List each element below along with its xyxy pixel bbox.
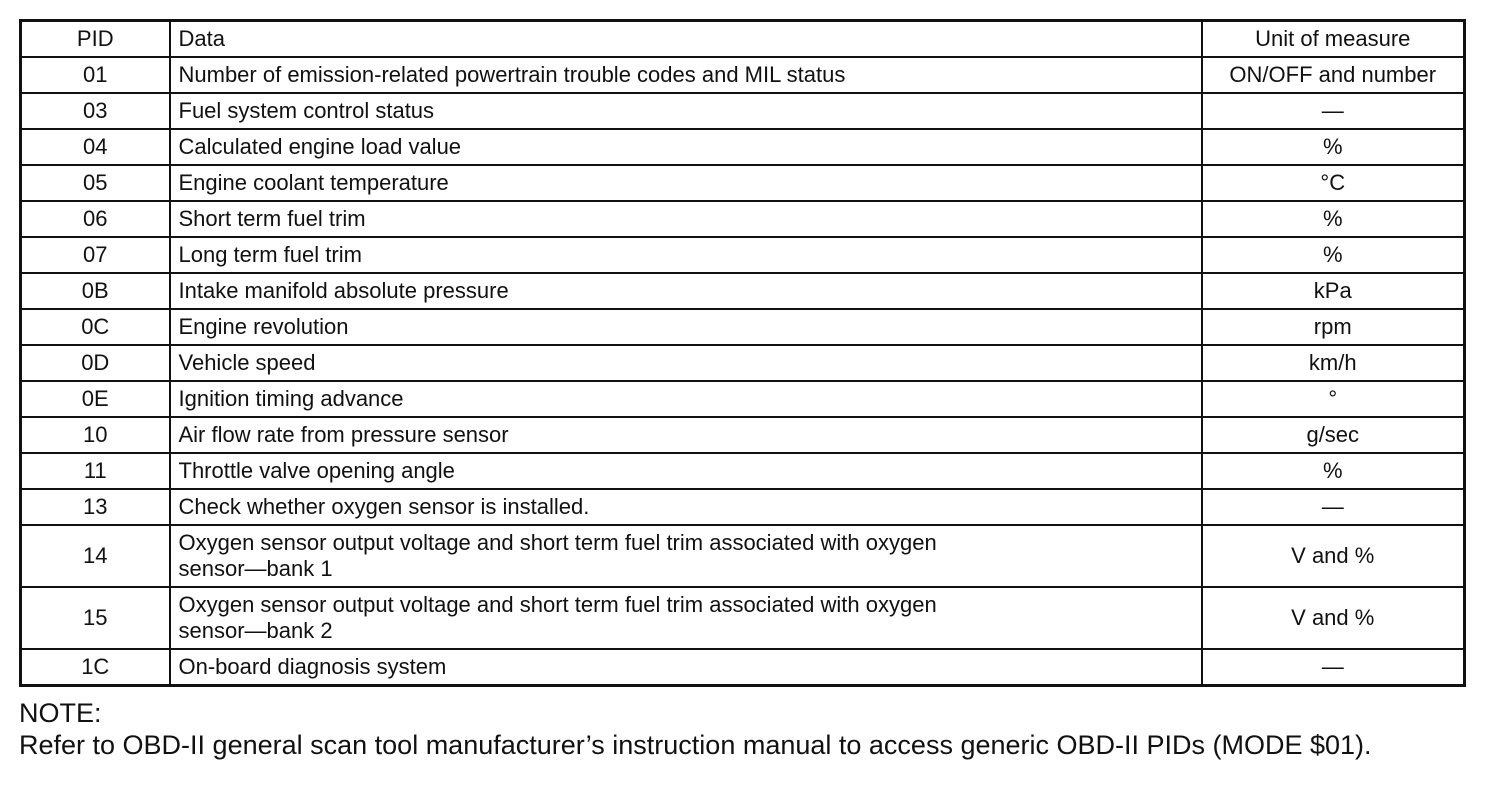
unit-cell: g/sec — [1202, 417, 1465, 453]
table-row — [21, 129, 1465, 165]
unit-cell: km/h — [1202, 345, 1465, 381]
data-cell: Engine revolution — [170, 309, 1202, 345]
table-row — [21, 381, 1465, 417]
data-cell-line: Oxygen sensor output voltage and short term fuel trim associated with oxygen — [178, 530, 937, 555]
data-cell: Number of emission-related powertrain trouble codes and MIL status — [170, 57, 1202, 93]
note — [19, 697, 1467, 761]
unit-cell: V and % — [1202, 587, 1465, 649]
pid-cell: 11 — [21, 453, 170, 489]
data-cell-line: sensor—bank 1 — [178, 556, 333, 581]
data-cell-line: Oxygen sensor output voltage and short term fuel trim associated with oxygen — [178, 592, 937, 617]
table-row — [21, 587, 1465, 649]
unit-cell: ON/OFF and number — [1202, 57, 1465, 93]
data-cell: Intake manifold absolute pressure — [170, 273, 1202, 309]
data-cell: Ignition timing advance — [170, 381, 1202, 417]
table-row — [21, 93, 1465, 129]
pid-cell: 03 — [21, 93, 170, 129]
header-unit: Unit of measure — [1202, 21, 1465, 58]
note-label: NOTE: — [19, 698, 102, 728]
table-row — [21, 165, 1465, 201]
pid-cell: 15 — [21, 587, 170, 649]
table-header-row — [21, 21, 1465, 58]
table-row — [21, 237, 1465, 273]
unit-cell: % — [1202, 129, 1465, 165]
unit-cell: % — [1202, 453, 1465, 489]
unit-cell: — — [1202, 649, 1465, 686]
pid-cell: 07 — [21, 237, 170, 273]
pid-cell: 1C — [21, 649, 170, 686]
table-row — [21, 525, 1465, 587]
data-cell: On-board diagnosis system — [170, 649, 1202, 686]
table-row — [21, 273, 1465, 309]
data-cell: Check whether oxygen sensor is installed. — [170, 489, 1202, 525]
unit-cell: V and % — [1202, 525, 1465, 587]
table-row — [21, 649, 1465, 686]
data-cell: Long term fuel trim — [170, 237, 1202, 273]
pid-cell: 0B — [21, 273, 170, 309]
pid-cell: 04 — [21, 129, 170, 165]
table-row — [21, 453, 1465, 489]
pid-cell: 0D — [21, 345, 170, 381]
pid-cell: 10 — [21, 417, 170, 453]
data-cell: Fuel system control status — [170, 93, 1202, 129]
data-cell: Air flow rate from pressure sensor — [170, 417, 1202, 453]
unit-cell: °C — [1202, 165, 1465, 201]
unit-cell: — — [1202, 93, 1465, 129]
pid-cell: 01 — [21, 57, 170, 93]
pid-cell: 05 — [21, 165, 170, 201]
table-row — [21, 489, 1465, 525]
table-row — [21, 417, 1465, 453]
header-pid: PID — [21, 21, 170, 58]
table-row — [21, 309, 1465, 345]
data-cell — [170, 525, 1202, 587]
pid-cell: 0E — [21, 381, 170, 417]
document — [19, 19, 1463, 761]
table-row — [21, 201, 1465, 237]
note-text: Refer to OBD-II general scan tool manufacturer’s instruction manual to access generic OBD-II PIDs (MODE $01). — [19, 730, 1372, 760]
unit-cell: % — [1202, 201, 1465, 237]
pid-table — [19, 19, 1466, 687]
data-cell: Calculated engine load value — [170, 129, 1202, 165]
header-data: Data — [170, 21, 1202, 58]
table-row — [21, 345, 1465, 381]
pid-cell: 0C — [21, 309, 170, 345]
pid-cell: 13 — [21, 489, 170, 525]
data-cell — [170, 587, 1202, 649]
data-cell: Throttle valve opening angle — [170, 453, 1202, 489]
data-cell-line: sensor—bank 2 — [178, 618, 333, 643]
pid-cell: 06 — [21, 201, 170, 237]
unit-cell: ° — [1202, 381, 1465, 417]
table-row — [21, 57, 1465, 93]
unit-cell: — — [1202, 489, 1465, 525]
data-cell: Engine coolant temperature — [170, 165, 1202, 201]
unit-cell: rpm — [1202, 309, 1465, 345]
unit-cell: % — [1202, 237, 1465, 273]
data-cell: Short term fuel trim — [170, 201, 1202, 237]
unit-cell: kPa — [1202, 273, 1465, 309]
pid-cell: 14 — [21, 525, 170, 587]
data-cell: Vehicle speed — [170, 345, 1202, 381]
